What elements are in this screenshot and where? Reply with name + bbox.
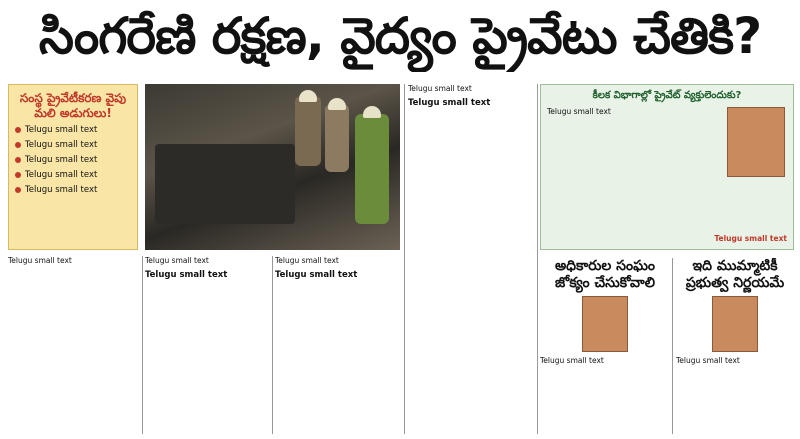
coal-cart: [155, 144, 295, 224]
opinion-box-title: కీలక విభాగాల్లో ప్రైవేట్ వ్యక్తులెందుకు?: [592, 90, 742, 101]
highlights-sidebar: [8, 84, 138, 250]
helmet-icon: [363, 106, 381, 118]
column-subhead: Telugu small text: [408, 97, 491, 108]
sidebar-item-text: Telugu small text: [25, 170, 98, 180]
worker-figure: [355, 114, 389, 224]
bullet-icon: [15, 127, 21, 133]
worker-figure: [325, 104, 349, 172]
sidebar-item: [15, 155, 131, 166]
side-story-body: Telugu small text: [676, 356, 740, 365]
sidebar-title: సంస్థ ప్రైవేటీకరణ వైపు మలి అడుగులు!: [19, 91, 127, 120]
helmet-icon: [328, 98, 346, 110]
column-subhead: Telugu small text: [275, 269, 358, 280]
sidebar-list: [15, 125, 131, 196]
column-divider: [537, 84, 538, 434]
column-body: Telugu small text: [408, 84, 472, 93]
bullet-icon: [15, 172, 21, 178]
sidebar-item: [15, 170, 131, 181]
bullet-icon: [15, 157, 21, 163]
sidebar-item-text: Telugu small text: [25, 125, 98, 135]
column-divider: [404, 84, 405, 434]
opinion-box-body: Telugu small text: [547, 107, 611, 116]
side-story-body: Telugu small text: [540, 356, 604, 365]
opinion-box: [540, 84, 794, 250]
person-photo: [582, 296, 628, 352]
column-divider: [142, 256, 143, 434]
article-column-4: [408, 84, 536, 434]
side-story-government: [676, 258, 794, 434]
bullet-icon: [15, 187, 21, 193]
page-headline: సింగరేణి రక్షణ, వైద్యం ప్రైవేటు చేతికి?: [38, 7, 762, 65]
article-column-2: [145, 256, 271, 434]
person-photo: [727, 107, 785, 177]
column-body: Telugu small text: [8, 256, 72, 265]
column-subhead: Telugu small text: [145, 269, 228, 280]
column-divider: [272, 256, 273, 434]
sidebar-item: [15, 140, 131, 151]
article-column-1: [8, 256, 141, 434]
sidebar-item-text: Telugu small text: [25, 185, 98, 195]
column-body: Telugu small text: [145, 256, 209, 265]
side-story-heading: అధికారుల సంఘం జోక్యం చేసుకోవాలి: [554, 258, 655, 291]
sidebar-item: [15, 185, 131, 196]
bullet-icon: [15, 142, 21, 148]
side-story-officers: [540, 258, 670, 434]
sidebar-item: [15, 125, 131, 136]
column-body: Telugu small text: [275, 256, 339, 265]
sidebar-item-text: Telugu small text: [25, 140, 98, 150]
mine-workers-photo: [145, 84, 400, 250]
person-photo: [712, 296, 758, 352]
sidebar-item-text: Telugu small text: [25, 155, 98, 165]
column-divider: [672, 258, 673, 434]
helmet-icon: [299, 90, 317, 102]
worker-figure: [295, 96, 321, 166]
opinion-box-credit: Telugu small text: [714, 234, 787, 243]
side-story-heading: ఇది ముమ్మాటికీ ప్రభుత్వ నిర్ణయమే: [685, 258, 785, 291]
article-column-3: [275, 256, 403, 434]
